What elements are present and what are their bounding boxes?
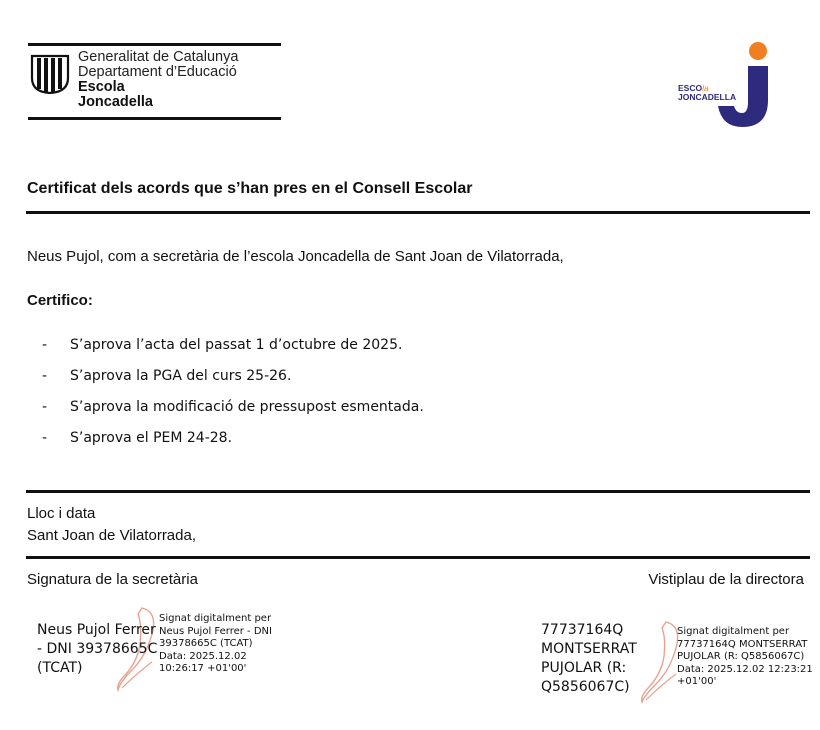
signature-detail-line: Data: 2025.12.02 xyxy=(159,650,247,662)
title-rule xyxy=(26,211,810,214)
generalitat-text-block xyxy=(78,50,238,110)
director-signer-name xyxy=(541,621,637,697)
departament-line: Departament d’Educació xyxy=(78,64,237,80)
signer-name-line: PUJOLAR (R: xyxy=(541,660,627,676)
signature-detail-line: Data: 2025.12.02 12:23:21 xyxy=(677,663,813,675)
header-top-rule xyxy=(28,43,281,46)
list-item xyxy=(42,368,291,384)
signer-name-line: (TCAT) xyxy=(37,660,83,676)
signer-name-line: Q5856067C) xyxy=(541,679,630,695)
signer-name-line: - DNI 39378665C xyxy=(37,641,158,657)
list-item-text: S’aprova l’acta del passat 1 d’octubre de 2025. xyxy=(70,337,403,353)
joncadella-line: Joncadella xyxy=(78,94,153,110)
signature-detail-line: PUJOLAR (R: Q5856067C) xyxy=(677,651,805,662)
list-item xyxy=(42,430,232,446)
signature-detail-line: Signat digitalment per xyxy=(677,626,790,637)
place-label: Lloc i data xyxy=(27,505,96,522)
director-signature-details xyxy=(677,626,813,689)
logo-wordmark xyxy=(678,84,736,102)
logo-la: la xyxy=(702,83,709,93)
document-title: Certificat dels acords que s’han pres en el Consell Escolar xyxy=(27,180,473,197)
list-item-text: S’aprova la modificació de pressupost esmentada. xyxy=(70,399,424,415)
logo-joncadella: JONCADELLA xyxy=(678,92,737,102)
signature-detail-line: 39378665C (TCAT) xyxy=(159,638,253,649)
signature-detail-line: Signat digitalment per xyxy=(159,613,272,624)
secretary-signer-name xyxy=(37,621,157,678)
list-bullet: - xyxy=(42,337,48,353)
signer-name-line: MONTSERRAT xyxy=(541,641,637,657)
signature-detail-line: Neus Pujol Ferrer - DNI xyxy=(159,625,272,637)
director-approval-label: Vistiplau de la directora xyxy=(648,571,804,588)
place-value: Sant Joan de Vilatorrada, xyxy=(27,527,197,544)
secretary-signature-label: Signatura de la secretària xyxy=(27,571,198,588)
list-item-text: S’aprova el PEM 24-28. xyxy=(70,430,233,446)
list-bullet: - xyxy=(42,368,48,384)
generalitat-emblem-icon xyxy=(30,52,70,94)
certifico-label: Certifico: xyxy=(27,292,93,309)
escola-line: Escola xyxy=(78,79,125,95)
list-item xyxy=(42,399,424,415)
joncadella-logo xyxy=(676,40,776,130)
secretary-signature-details xyxy=(159,613,272,676)
list-item-text: S’aprova la PGA del curs 25-26. xyxy=(70,368,292,384)
signature-detail-line: +01'00' xyxy=(677,676,717,687)
list-bullet: - xyxy=(42,430,48,446)
intro-text: Neus Pujol, com a secretària de l’escola Joncadella de Sant Joan de Vilatorrada, xyxy=(27,248,564,265)
signature-detail-line: 10:26:17 +01'00' xyxy=(159,663,247,674)
place-top-rule xyxy=(26,490,810,493)
list-item xyxy=(42,337,402,353)
logo-esco: ESCO xyxy=(678,83,703,93)
header-bottom-rule xyxy=(28,117,281,120)
signature-top-rule xyxy=(26,556,810,559)
signature-detail-line: 77737164Q MONTSERRAT xyxy=(677,638,808,650)
signer-name-line: 77737164Q xyxy=(541,622,624,638)
generalitat-line: Generalitat de Catalunya xyxy=(78,49,239,65)
signer-name-line: Neus Pujol Ferrer xyxy=(37,622,156,638)
list-bullet: - xyxy=(42,399,48,415)
